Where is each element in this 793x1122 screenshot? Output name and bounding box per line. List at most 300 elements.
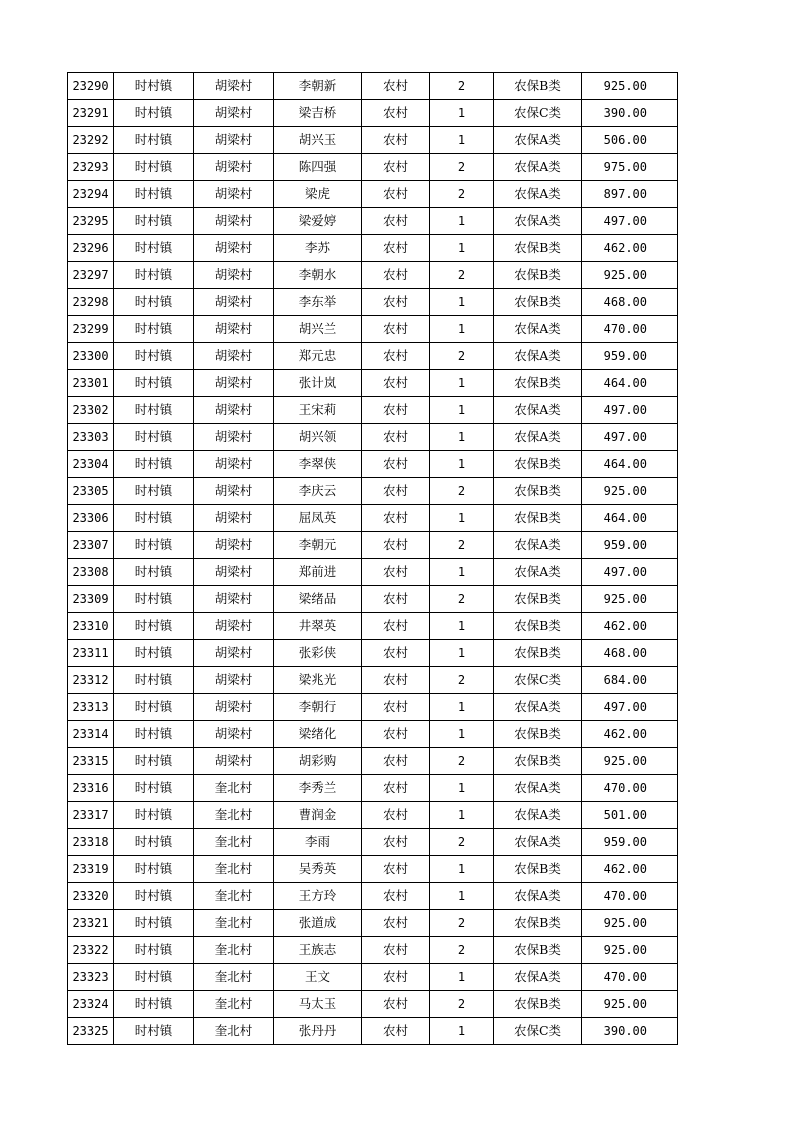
table-row: [68, 1018, 678, 1045]
cell-name: 李朝元: [274, 532, 362, 559]
cell-amount: 959.00: [582, 829, 678, 856]
cell-record-id: 23312: [68, 667, 114, 694]
cell-town: 时村镇: [114, 208, 194, 235]
cell-household-type: 农村: [362, 775, 430, 802]
table-row: [68, 559, 678, 586]
cell-household-type: 农村: [362, 235, 430, 262]
cell-category: 农保A类: [494, 154, 582, 181]
cell-count: 1: [430, 127, 494, 154]
cell-record-id: 23320: [68, 883, 114, 910]
cell-town: 时村镇: [114, 100, 194, 127]
cell-town: 时村镇: [114, 937, 194, 964]
cell-household-type: 农村: [362, 154, 430, 181]
cell-village: 胡梁村: [194, 316, 274, 343]
cell-household-type: 农村: [362, 424, 430, 451]
cell-amount: 497.00: [582, 397, 678, 424]
cell-name: 梁虎: [274, 181, 362, 208]
cell-village: 胡梁村: [194, 343, 274, 370]
cell-household-type: 农村: [362, 937, 430, 964]
cell-count: 1: [430, 721, 494, 748]
cell-category: 农保A类: [494, 343, 582, 370]
cell-household-type: 农村: [362, 586, 430, 613]
cell-name: 张计岚: [274, 370, 362, 397]
cell-category: 农保B类: [494, 478, 582, 505]
cell-record-id: 23313: [68, 694, 114, 721]
cell-record-id: 23319: [68, 856, 114, 883]
cell-town: 时村镇: [114, 289, 194, 316]
cell-name: 王方玲: [274, 883, 362, 910]
table-row: [68, 424, 678, 451]
cell-category: 农保C类: [494, 667, 582, 694]
cell-category: 农保C类: [494, 100, 582, 127]
cell-name: 陈四强: [274, 154, 362, 181]
cell-village: 奎北村: [194, 991, 274, 1018]
cell-amount: 464.00: [582, 370, 678, 397]
cell-village: 奎北村: [194, 775, 274, 802]
cell-category: 农保C类: [494, 1018, 582, 1045]
cell-count: 1: [430, 370, 494, 397]
cell-record-id: 23292: [68, 127, 114, 154]
cell-household-type: 农村: [362, 613, 430, 640]
cell-count: 1: [430, 856, 494, 883]
cell-village: 胡梁村: [194, 559, 274, 586]
cell-category: 农保A类: [494, 424, 582, 451]
cell-record-id: 23321: [68, 910, 114, 937]
cell-town: 时村镇: [114, 802, 194, 829]
cell-category: 农保A类: [494, 964, 582, 991]
cell-count: 2: [430, 937, 494, 964]
cell-town: 时村镇: [114, 154, 194, 181]
cell-household-type: 农村: [362, 505, 430, 532]
cell-name: 张丹丹: [274, 1018, 362, 1045]
cell-category: 农保A类: [494, 775, 582, 802]
cell-village: 胡梁村: [194, 127, 274, 154]
cell-household-type: 农村: [362, 829, 430, 856]
cell-amount: 925.00: [582, 262, 678, 289]
cell-record-id: 23304: [68, 451, 114, 478]
table-row: [68, 586, 678, 613]
cell-village: 奎北村: [194, 1018, 274, 1045]
cell-category: 农保B类: [494, 586, 582, 613]
cell-village: 胡梁村: [194, 289, 274, 316]
cell-record-id: 23309: [68, 586, 114, 613]
cell-name: 李雨: [274, 829, 362, 856]
cell-amount: 497.00: [582, 559, 678, 586]
cell-record-id: 23317: [68, 802, 114, 829]
cell-amount: 497.00: [582, 694, 678, 721]
cell-town: 时村镇: [114, 370, 194, 397]
table-row: [68, 262, 678, 289]
cell-town: 时村镇: [114, 127, 194, 154]
cell-household-type: 农村: [362, 451, 430, 478]
cell-village: 奎北村: [194, 937, 274, 964]
cell-town: 时村镇: [114, 424, 194, 451]
table-row: [68, 748, 678, 775]
cell-household-type: 农村: [362, 370, 430, 397]
cell-amount: 959.00: [582, 532, 678, 559]
cell-name: 李朝水: [274, 262, 362, 289]
cell-record-id: 23306: [68, 505, 114, 532]
table-row: [68, 127, 678, 154]
cell-town: 时村镇: [114, 856, 194, 883]
cell-name: 曹润金: [274, 802, 362, 829]
table-row: [68, 397, 678, 424]
cell-household-type: 农村: [362, 532, 430, 559]
table-row: [68, 451, 678, 478]
cell-household-type: 农村: [362, 181, 430, 208]
table-row: [68, 100, 678, 127]
cell-town: 时村镇: [114, 775, 194, 802]
cell-village: 胡梁村: [194, 370, 274, 397]
cell-count: 1: [430, 505, 494, 532]
cell-record-id: 23301: [68, 370, 114, 397]
cell-name: 李东举: [274, 289, 362, 316]
cell-category: 农保B类: [494, 721, 582, 748]
cell-count: 1: [430, 289, 494, 316]
cell-amount: 497.00: [582, 424, 678, 451]
cell-household-type: 农村: [362, 73, 430, 100]
cell-name: 王宋莉: [274, 397, 362, 424]
cell-record-id: 23305: [68, 478, 114, 505]
cell-count: 1: [430, 235, 494, 262]
cell-name: 胡彩购: [274, 748, 362, 775]
cell-village: 奎北村: [194, 856, 274, 883]
cell-town: 时村镇: [114, 748, 194, 775]
cell-record-id: 23310: [68, 613, 114, 640]
cell-town: 时村镇: [114, 613, 194, 640]
cell-record-id: 23325: [68, 1018, 114, 1045]
cell-town: 时村镇: [114, 505, 194, 532]
cell-village: 奎北村: [194, 910, 274, 937]
cell-village: 奎北村: [194, 964, 274, 991]
cell-household-type: 农村: [362, 856, 430, 883]
cell-count: 2: [430, 532, 494, 559]
cell-amount: 925.00: [582, 910, 678, 937]
cell-name: 李朝行: [274, 694, 362, 721]
cell-town: 时村镇: [114, 316, 194, 343]
cell-count: 2: [430, 73, 494, 100]
cell-name: 胡兴玉: [274, 127, 362, 154]
cell-town: 时村镇: [114, 451, 194, 478]
cell-record-id: 23296: [68, 235, 114, 262]
cell-village: 奎北村: [194, 829, 274, 856]
cell-village: 胡梁村: [194, 100, 274, 127]
cell-count: 1: [430, 694, 494, 721]
cell-category: 农保A类: [494, 532, 582, 559]
table-row: [68, 505, 678, 532]
cell-town: 时村镇: [114, 829, 194, 856]
cell-village: 胡梁村: [194, 613, 274, 640]
cell-count: 1: [430, 802, 494, 829]
cell-category: 农保B类: [494, 910, 582, 937]
cell-name: 张彩侠: [274, 640, 362, 667]
cell-village: 奎北村: [194, 883, 274, 910]
cell-count: 2: [430, 910, 494, 937]
cell-amount: 462.00: [582, 721, 678, 748]
cell-name: 吴秀英: [274, 856, 362, 883]
cell-category: 农保B类: [494, 937, 582, 964]
cell-count: 1: [430, 613, 494, 640]
cell-category: 农保B类: [494, 748, 582, 775]
cell-category: 农保A类: [494, 829, 582, 856]
cell-record-id: 23297: [68, 262, 114, 289]
cell-household-type: 农村: [362, 883, 430, 910]
cell-name: 井翠英: [274, 613, 362, 640]
cell-village: 胡梁村: [194, 262, 274, 289]
cell-amount: 462.00: [582, 613, 678, 640]
cell-category: 农保A类: [494, 208, 582, 235]
cell-village: 胡梁村: [194, 451, 274, 478]
cell-record-id: 23308: [68, 559, 114, 586]
cell-count: 1: [430, 883, 494, 910]
cell-household-type: 农村: [362, 262, 430, 289]
cell-count: 1: [430, 208, 494, 235]
cell-record-id: 23291: [68, 100, 114, 127]
table-row: [68, 73, 678, 100]
cell-household-type: 农村: [362, 478, 430, 505]
table-row: [68, 370, 678, 397]
cell-household-type: 农村: [362, 559, 430, 586]
table-row: [68, 883, 678, 910]
cell-amount: 897.00: [582, 181, 678, 208]
cell-village: 奎北村: [194, 802, 274, 829]
cell-town: 时村镇: [114, 694, 194, 721]
cell-town: 时村镇: [114, 559, 194, 586]
cell-amount: 925.00: [582, 991, 678, 1018]
cell-household-type: 农村: [362, 316, 430, 343]
cell-amount: 925.00: [582, 478, 678, 505]
cell-amount: 925.00: [582, 748, 678, 775]
cell-village: 胡梁村: [194, 154, 274, 181]
cell-category: 农保B类: [494, 505, 582, 532]
cell-town: 时村镇: [114, 586, 194, 613]
cell-count: 1: [430, 397, 494, 424]
cell-category: 农保B类: [494, 613, 582, 640]
cell-village: 胡梁村: [194, 640, 274, 667]
table-row: [68, 154, 678, 181]
cell-amount: 684.00: [582, 667, 678, 694]
table-row: [68, 289, 678, 316]
cell-name: 屈凤英: [274, 505, 362, 532]
cell-amount: 470.00: [582, 964, 678, 991]
cell-village: 胡梁村: [194, 424, 274, 451]
cell-category: 农保B类: [494, 991, 582, 1018]
table-row: [68, 964, 678, 991]
cell-count: 1: [430, 640, 494, 667]
cell-record-id: 23302: [68, 397, 114, 424]
cell-category: 农保B类: [494, 289, 582, 316]
cell-town: 时村镇: [114, 397, 194, 424]
cell-village: 胡梁村: [194, 532, 274, 559]
cell-amount: 925.00: [582, 937, 678, 964]
cell-name: 梁爱婷: [274, 208, 362, 235]
cell-name: 李朝新: [274, 73, 362, 100]
cell-record-id: 23323: [68, 964, 114, 991]
cell-count: 2: [430, 478, 494, 505]
cell-amount: 462.00: [582, 235, 678, 262]
cell-category: 农保A类: [494, 316, 582, 343]
cell-amount: 497.00: [582, 208, 678, 235]
cell-category: 农保A类: [494, 802, 582, 829]
cell-amount: 925.00: [582, 73, 678, 100]
cell-household-type: 农村: [362, 802, 430, 829]
cell-category: 农保B类: [494, 235, 582, 262]
cell-household-type: 农村: [362, 694, 430, 721]
cell-record-id: 23318: [68, 829, 114, 856]
cell-village: 胡梁村: [194, 73, 274, 100]
cell-household-type: 农村: [362, 100, 430, 127]
cell-amount: 975.00: [582, 154, 678, 181]
cell-count: 2: [430, 748, 494, 775]
cell-count: 2: [430, 343, 494, 370]
cell-amount: 506.00: [582, 127, 678, 154]
cell-town: 时村镇: [114, 262, 194, 289]
cell-amount: 925.00: [582, 586, 678, 613]
cell-name: 梁绪化: [274, 721, 362, 748]
table-body: [68, 73, 678, 1045]
cell-amount: 468.00: [582, 640, 678, 667]
cell-village: 胡梁村: [194, 478, 274, 505]
table-row: [68, 937, 678, 964]
cell-town: 时村镇: [114, 721, 194, 748]
cell-name: 马太玉: [274, 991, 362, 1018]
table-row: [68, 235, 678, 262]
cell-category: 农保B类: [494, 370, 582, 397]
cell-village: 胡梁村: [194, 694, 274, 721]
cell-name: 胡兴领: [274, 424, 362, 451]
cell-record-id: 23307: [68, 532, 114, 559]
table-row: [68, 316, 678, 343]
cell-amount: 468.00: [582, 289, 678, 316]
cell-amount: 959.00: [582, 343, 678, 370]
cell-count: 1: [430, 1018, 494, 1045]
table-row: [68, 667, 678, 694]
cell-record-id: 23314: [68, 721, 114, 748]
cell-amount: 501.00: [582, 802, 678, 829]
cell-name: 王族志: [274, 937, 362, 964]
cell-count: 1: [430, 424, 494, 451]
cell-name: 郑元忠: [274, 343, 362, 370]
table-row: [68, 208, 678, 235]
cell-count: 2: [430, 181, 494, 208]
cell-town: 时村镇: [114, 532, 194, 559]
cell-record-id: 23295: [68, 208, 114, 235]
cell-count: 2: [430, 154, 494, 181]
table-row: [68, 478, 678, 505]
cell-town: 时村镇: [114, 1018, 194, 1045]
cell-town: 时村镇: [114, 478, 194, 505]
table-row: [68, 775, 678, 802]
cell-count: 1: [430, 559, 494, 586]
cell-record-id: 23294: [68, 181, 114, 208]
cell-record-id: 23293: [68, 154, 114, 181]
table-row: [68, 829, 678, 856]
cell-name: 郑前进: [274, 559, 362, 586]
cell-count: 2: [430, 829, 494, 856]
table-row: [68, 532, 678, 559]
cell-record-id: 23300: [68, 343, 114, 370]
cell-amount: 464.00: [582, 505, 678, 532]
cell-record-id: 23322: [68, 937, 114, 964]
cell-count: 2: [430, 586, 494, 613]
cell-record-id: 23298: [68, 289, 114, 316]
cell-household-type: 农村: [362, 910, 430, 937]
cell-town: 时村镇: [114, 235, 194, 262]
table-row: [68, 802, 678, 829]
cell-name: 梁兆光: [274, 667, 362, 694]
cell-town: 时村镇: [114, 181, 194, 208]
cell-village: 胡梁村: [194, 667, 274, 694]
cell-name: 李庆云: [274, 478, 362, 505]
cell-village: 胡梁村: [194, 586, 274, 613]
cell-village: 胡梁村: [194, 721, 274, 748]
cell-town: 时村镇: [114, 73, 194, 100]
cell-category: 农保B类: [494, 262, 582, 289]
cell-record-id: 23303: [68, 424, 114, 451]
cell-count: 1: [430, 100, 494, 127]
table-row: [68, 343, 678, 370]
cell-count: 1: [430, 316, 494, 343]
table-row: [68, 640, 678, 667]
cell-record-id: 23324: [68, 991, 114, 1018]
cell-amount: 462.00: [582, 856, 678, 883]
table-row: [68, 181, 678, 208]
cell-household-type: 农村: [362, 721, 430, 748]
cell-village: 胡梁村: [194, 397, 274, 424]
cell-name: 李翠侠: [274, 451, 362, 478]
cell-town: 时村镇: [114, 910, 194, 937]
cell-record-id: 23315: [68, 748, 114, 775]
cell-amount: 470.00: [582, 775, 678, 802]
cell-count: 2: [430, 667, 494, 694]
cell-record-id: 23316: [68, 775, 114, 802]
cell-category: 农保B类: [494, 451, 582, 478]
cell-village: 胡梁村: [194, 505, 274, 532]
cell-village: 胡梁村: [194, 181, 274, 208]
cell-town: 时村镇: [114, 964, 194, 991]
table-row: [68, 721, 678, 748]
cell-count: 1: [430, 964, 494, 991]
cell-category: 农保A类: [494, 397, 582, 424]
cell-record-id: 23299: [68, 316, 114, 343]
cell-household-type: 农村: [362, 991, 430, 1018]
cell-name: 梁绪品: [274, 586, 362, 613]
cell-name: 张道成: [274, 910, 362, 937]
cell-village: 胡梁村: [194, 748, 274, 775]
records-table: [67, 72, 678, 1045]
cell-category: 农保B类: [494, 73, 582, 100]
cell-household-type: 农村: [362, 1018, 430, 1045]
cell-household-type: 农村: [362, 748, 430, 775]
table-row: [68, 694, 678, 721]
cell-name: 李苏: [274, 235, 362, 262]
cell-name: 王文: [274, 964, 362, 991]
table-row: [68, 856, 678, 883]
cell-count: 2: [430, 262, 494, 289]
cell-household-type: 农村: [362, 127, 430, 154]
cell-amount: 390.00: [582, 1018, 678, 1045]
cell-village: 胡梁村: [194, 235, 274, 262]
cell-category: 农保A类: [494, 559, 582, 586]
cell-name: 梁吉桥: [274, 100, 362, 127]
table-row: [68, 991, 678, 1018]
cell-household-type: 农村: [362, 343, 430, 370]
cell-name: 胡兴兰: [274, 316, 362, 343]
cell-category: 农保B类: [494, 856, 582, 883]
cell-amount: 470.00: [582, 316, 678, 343]
cell-household-type: 农村: [362, 640, 430, 667]
cell-category: 农保A类: [494, 127, 582, 154]
